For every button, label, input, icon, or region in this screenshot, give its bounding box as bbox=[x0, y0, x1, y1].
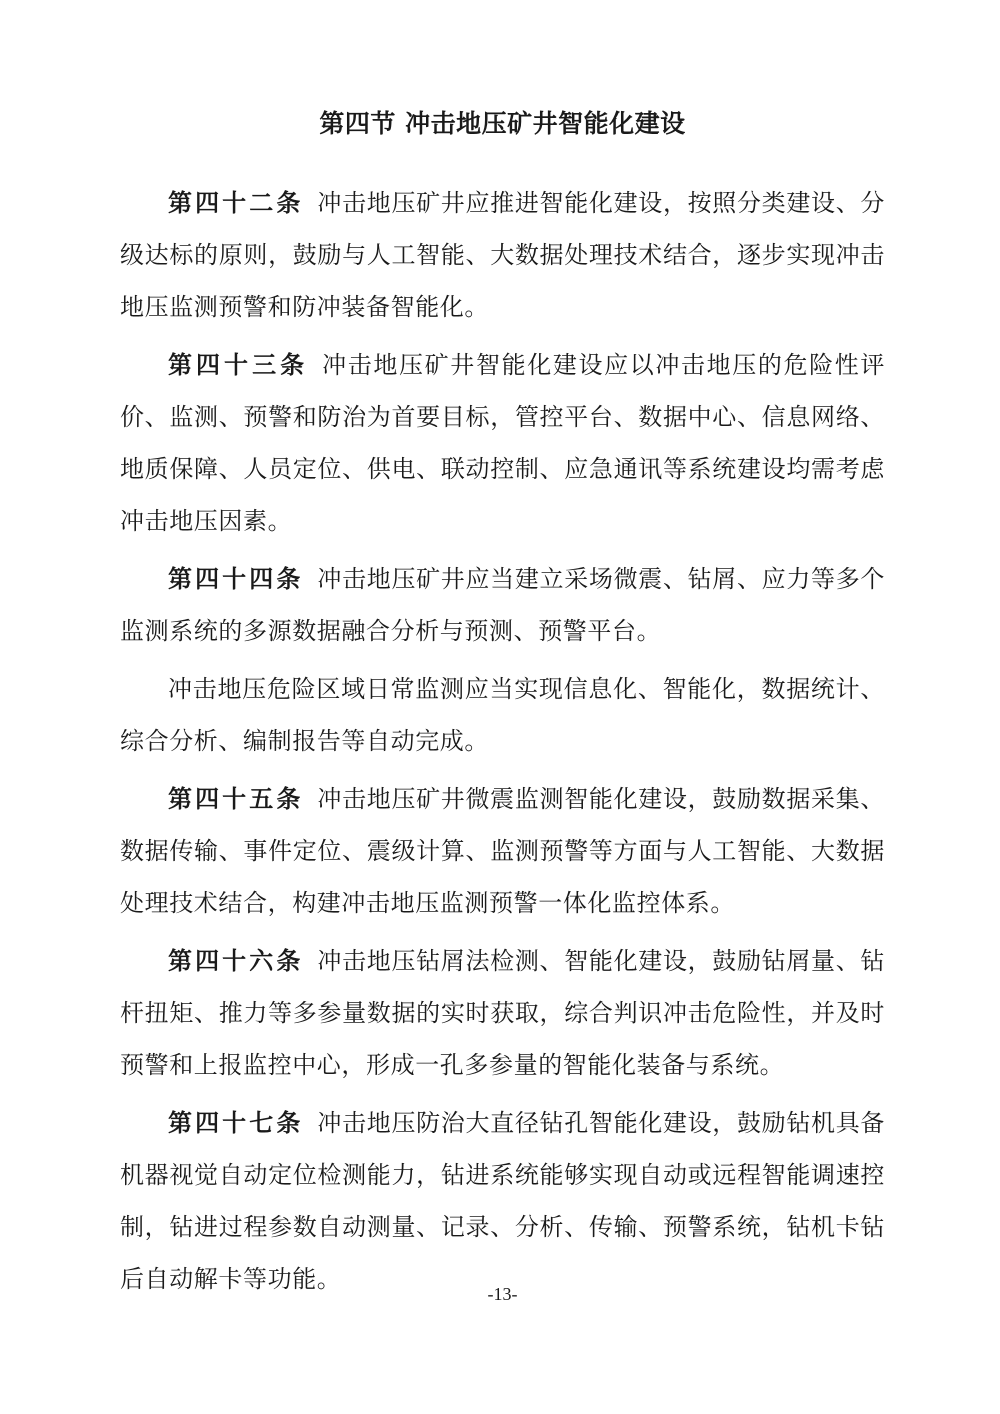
page-number: -13- bbox=[487, 1284, 518, 1304]
article-text: 冲击地压矿井智能化建设应以冲击地压的危险性评价、监测、预警和防治为首要目标，管控平台、数据中心、信息网络、地质保障、人员定位、供电、联动控制、应急通讯等系统建设均需考虑冲击地压因素。 bbox=[120, 351, 885, 535]
article-number: 第四十五条 bbox=[168, 785, 304, 813]
article-number: 第四十四条 bbox=[168, 565, 304, 593]
article-paragraph bbox=[120, 177, 885, 333]
article-text: 冲击地压危险区域日常监测应当实现信息化、智能化，数据统计、综合分析、编制报告等自动完成。 bbox=[120, 675, 885, 755]
document-page bbox=[120, 0, 885, 1414]
article-paragraph bbox=[120, 1097, 885, 1305]
article-paragraph bbox=[120, 663, 885, 767]
article-paragraph bbox=[120, 773, 885, 929]
article-text: 冲击地压矿井应当建立采场微震、钻屑、应力等多个监测系统的多源数据融合分析与预测、预警平台。 bbox=[120, 565, 885, 645]
article-number: 第四十三条 bbox=[168, 351, 309, 379]
article-paragraph bbox=[120, 935, 885, 1091]
article-text: 冲击地压矿井应推进智能化建设，按照分类建设、分级达标的原则，鼓励与人工智能、大数据处理技术结合，逐步实现冲击地压监测预警和防冲装备智能化。 bbox=[120, 189, 885, 321]
article-number: 第四十七条 bbox=[168, 1109, 304, 1137]
article-paragraph bbox=[120, 339, 885, 547]
article-text: 冲击地压钻屑法检测、智能化建设，鼓励钻屑量、钻杆扭矩、推力等多参量数据的实时获取，综合判识冲击危险性，并及时预警和上报监控中心，形成一孔多参量的智能化装备与系统。 bbox=[120, 947, 885, 1079]
article-text: 冲击地压防治大直径钻孔智能化建设，鼓励钻机具备机器视觉自动定位检测能力，钻进系统能够实现自动或远程智能调速控制，钻进过程参数自动测量、记录、分析、传输、预警系统，钻机卡钻后自动解卡等功能。 bbox=[120, 1109, 885, 1293]
document-body bbox=[120, 177, 885, 1311]
article-text: 冲击地压矿井微震监测智能化建设，鼓励数据采集、数据传输、事件定位、震级计算、监测预警等方面与人工智能、大数据处理技术结合，构建冲击地压监测预警一体化监控体系。 bbox=[120, 785, 885, 917]
article-number: 第四十六条 bbox=[168, 947, 304, 975]
article-paragraph bbox=[120, 553, 885, 657]
section-title: 第四节 冲击地压矿井智能化建设 bbox=[319, 109, 686, 138]
article-number: 第四十二条 bbox=[168, 189, 304, 217]
